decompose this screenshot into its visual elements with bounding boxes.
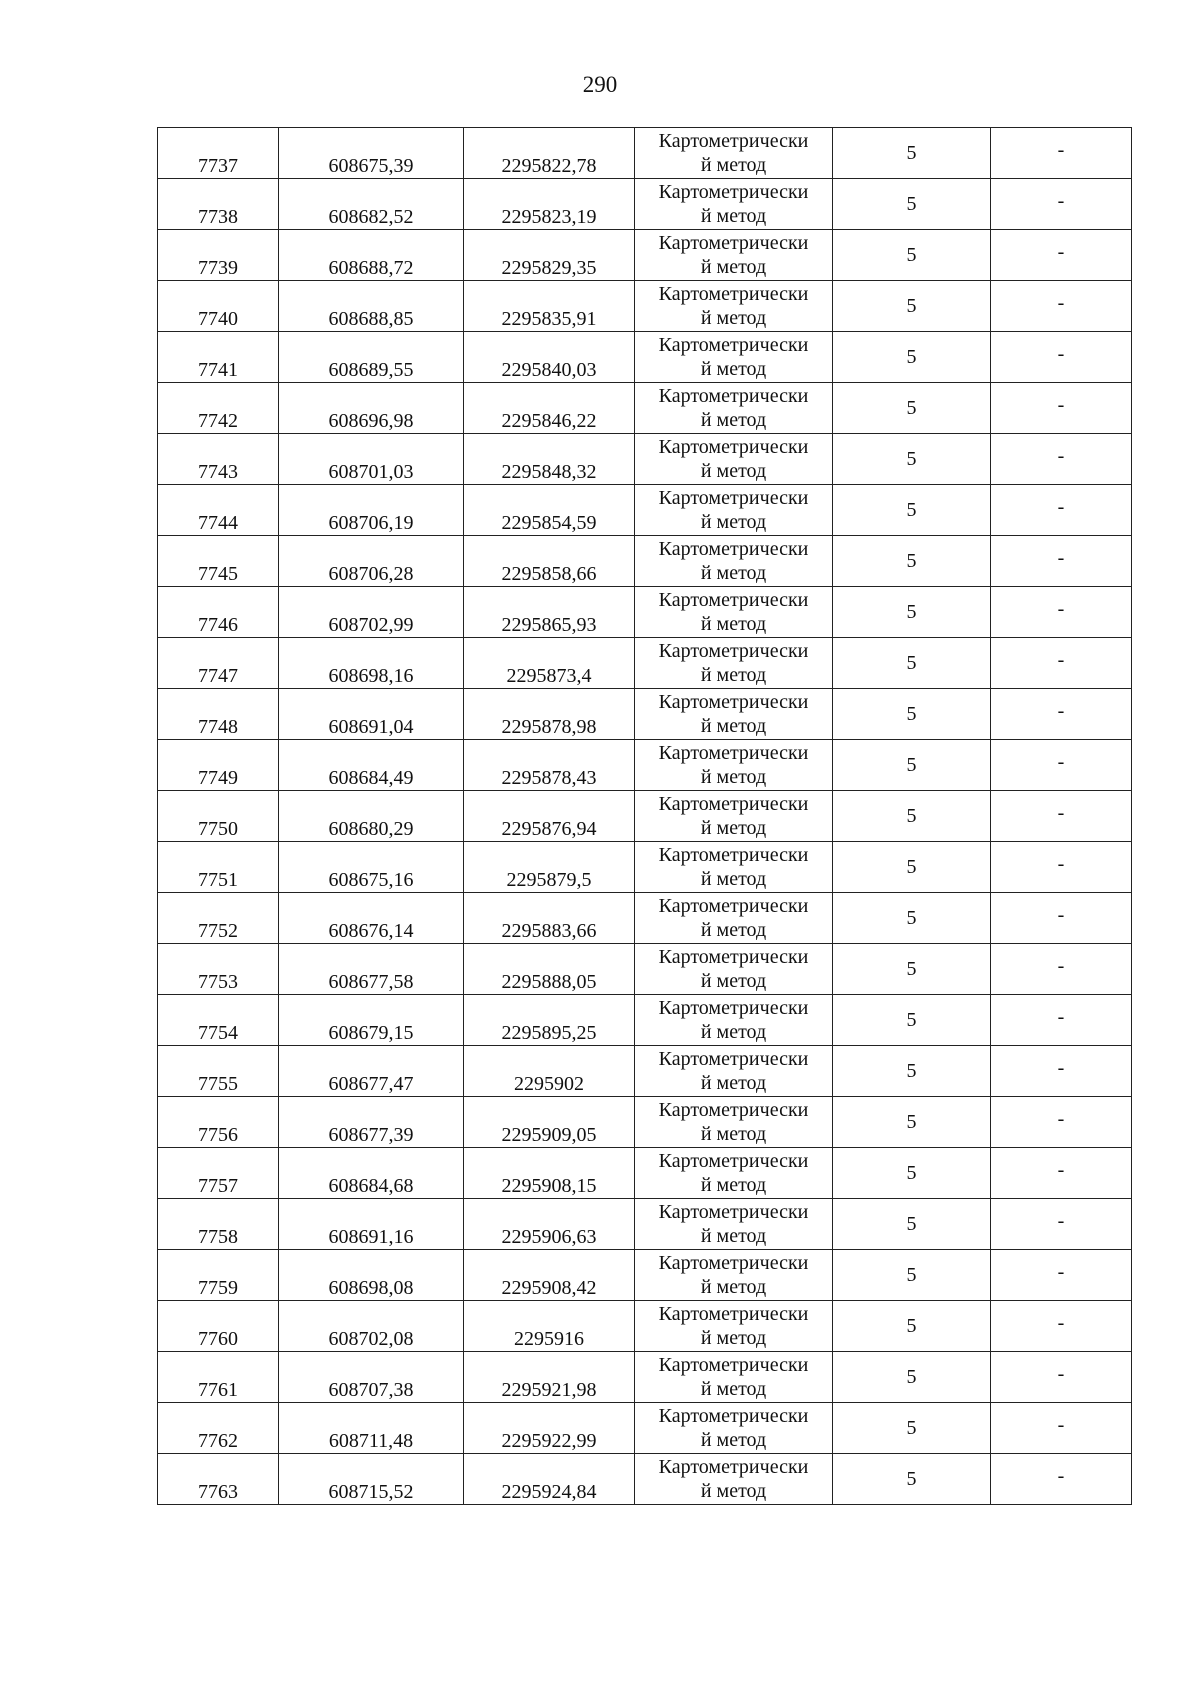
table-row <box>158 1301 1132 1352</box>
x-coordinate-cell: 608707,38 <box>279 1352 464 1403</box>
method-line-2: й метод <box>700 1174 767 1196</box>
note-cell <box>991 638 1132 689</box>
point-number-cell: 7738 <box>158 179 279 230</box>
accuracy-cell: 5 <box>833 230 991 281</box>
y-coordinate-cell: 2295895,25 <box>464 995 635 1046</box>
method-cell <box>635 1148 833 1199</box>
y-coordinate-cell: 2295883,66 <box>464 893 635 944</box>
point-number-cell: 7749 <box>158 740 279 791</box>
accuracy-cell: 5 <box>833 893 991 944</box>
note-text: - <box>1057 496 1065 518</box>
point-number-cell: 7745 <box>158 536 279 587</box>
point-number-cell: 7762 <box>158 1403 279 1454</box>
note-cell <box>991 332 1132 383</box>
x-coordinate-cell: 608677,58 <box>279 944 464 995</box>
note-text: - <box>1057 802 1065 824</box>
table-row <box>158 1148 1132 1199</box>
method-cell <box>635 1097 833 1148</box>
x-coordinate-cell: 608698,08 <box>279 1250 464 1301</box>
note-cell <box>991 1199 1132 1250</box>
accuracy-cell: 5 <box>833 1148 991 1199</box>
note-text: - <box>1057 1108 1065 1130</box>
method-line-1: Картометрически <box>658 589 809 611</box>
point-number-cell: 7744 <box>158 485 279 536</box>
accuracy-cell: 5 <box>833 128 991 179</box>
accuracy-cell: 5 <box>833 587 991 638</box>
x-coordinate-cell: 608715,52 <box>279 1454 464 1505</box>
point-number-cell: 7742 <box>158 383 279 434</box>
method-cell <box>635 1199 833 1250</box>
table-row <box>158 1046 1132 1097</box>
x-coordinate-cell: 608688,85 <box>279 281 464 332</box>
point-number-cell: 7758 <box>158 1199 279 1250</box>
table-body <box>158 128 1132 1505</box>
method-cell <box>635 536 833 587</box>
y-coordinate-cell: 2295909,05 <box>464 1097 635 1148</box>
y-coordinate-cell: 2295823,19 <box>464 179 635 230</box>
method-line-2: й метод <box>700 511 767 533</box>
note-text: - <box>1057 1057 1065 1079</box>
method-cell <box>635 281 833 332</box>
point-number-cell: 7737 <box>158 128 279 179</box>
note-text: - <box>1057 598 1065 620</box>
note-cell <box>991 689 1132 740</box>
method-cell <box>635 587 833 638</box>
note-text: - <box>1057 139 1065 161</box>
method-line-2: й метод <box>700 970 767 992</box>
note-text: - <box>1057 1159 1065 1181</box>
accuracy-cell: 5 <box>833 332 991 383</box>
method-line-2: й метод <box>700 715 767 737</box>
y-coordinate-cell: 2295865,93 <box>464 587 635 638</box>
method-cell <box>635 1046 833 1097</box>
method-line-1: Картометрически <box>658 1456 809 1478</box>
point-number-cell: 7759 <box>158 1250 279 1301</box>
y-coordinate-cell: 2295922,99 <box>464 1403 635 1454</box>
x-coordinate-cell: 608676,14 <box>279 893 464 944</box>
y-coordinate-cell: 2295921,98 <box>464 1352 635 1403</box>
table-row <box>158 740 1132 791</box>
method-line-1: Картометрически <box>658 742 809 764</box>
accuracy-cell: 5 <box>833 1454 991 1505</box>
note-cell <box>991 179 1132 230</box>
note-cell <box>991 230 1132 281</box>
method-line-1: Картометрически <box>658 487 809 509</box>
note-text: - <box>1057 292 1065 314</box>
y-coordinate-cell: 2295822,78 <box>464 128 635 179</box>
method-line-2: й метод <box>700 460 767 482</box>
accuracy-cell: 5 <box>833 740 991 791</box>
note-text: - <box>1057 241 1065 263</box>
table-row <box>158 791 1132 842</box>
accuracy-cell: 5 <box>833 536 991 587</box>
method-cell <box>635 332 833 383</box>
x-coordinate-cell: 608684,68 <box>279 1148 464 1199</box>
accuracy-cell: 5 <box>833 281 991 332</box>
y-coordinate-cell: 2295878,43 <box>464 740 635 791</box>
table-row <box>158 332 1132 383</box>
method-cell <box>635 944 833 995</box>
note-cell <box>991 1148 1132 1199</box>
x-coordinate-cell: 608691,16 <box>279 1199 464 1250</box>
table-row <box>158 842 1132 893</box>
method-line-2: й метод <box>700 1072 767 1094</box>
method-line-1: Картометрически <box>658 640 809 662</box>
x-coordinate-cell: 608684,49 <box>279 740 464 791</box>
x-coordinate-cell: 608701,03 <box>279 434 464 485</box>
point-number-cell: 7756 <box>158 1097 279 1148</box>
y-coordinate-cell: 2295879,5 <box>464 842 635 893</box>
method-cell <box>635 1352 833 1403</box>
note-text: - <box>1057 445 1065 467</box>
x-coordinate-cell: 608677,47 <box>279 1046 464 1097</box>
table-row <box>158 1097 1132 1148</box>
accuracy-cell: 5 <box>833 179 991 230</box>
method-line-1: Картометрически <box>658 1048 809 1070</box>
y-coordinate-cell: 2295908,42 <box>464 1250 635 1301</box>
note-cell <box>991 587 1132 638</box>
y-coordinate-cell: 2295829,35 <box>464 230 635 281</box>
method-line-2: й метод <box>700 1276 767 1298</box>
note-cell <box>991 485 1132 536</box>
y-coordinate-cell: 2295858,66 <box>464 536 635 587</box>
note-cell <box>991 842 1132 893</box>
method-line-1: Картометрически <box>658 385 809 407</box>
y-coordinate-cell: 2295902 <box>464 1046 635 1097</box>
method-line-2: й метод <box>700 766 767 788</box>
method-line-2: й метод <box>700 409 767 431</box>
point-number-cell: 7740 <box>158 281 279 332</box>
note-cell <box>991 1046 1132 1097</box>
method-line-2: й метод <box>700 1480 767 1502</box>
method-line-1: Картометрически <box>658 997 809 1019</box>
x-coordinate-cell: 608679,15 <box>279 995 464 1046</box>
accuracy-cell: 5 <box>833 1046 991 1097</box>
page-number: 290 <box>582 72 618 97</box>
method-line-2: й метод <box>700 1378 767 1400</box>
method-line-2: й метод <box>700 1429 767 1451</box>
method-line-2: й метод <box>700 868 767 890</box>
table-row <box>158 893 1132 944</box>
note-cell <box>991 1403 1132 1454</box>
note-text: - <box>1057 394 1065 416</box>
method-line-2: й метод <box>700 358 767 380</box>
method-line-2: й метод <box>700 1021 767 1043</box>
y-coordinate-cell: 2295908,15 <box>464 1148 635 1199</box>
accuracy-cell: 5 <box>833 791 991 842</box>
point-number-cell: 7754 <box>158 995 279 1046</box>
note-cell <box>991 995 1132 1046</box>
note-cell <box>991 1454 1132 1505</box>
table-row <box>158 638 1132 689</box>
table-row <box>158 1352 1132 1403</box>
table-row <box>158 485 1132 536</box>
x-coordinate-cell: 608689,55 <box>279 332 464 383</box>
note-text: - <box>1057 955 1065 977</box>
x-coordinate-cell: 608680,29 <box>279 791 464 842</box>
x-coordinate-cell: 608706,28 <box>279 536 464 587</box>
table-row <box>158 995 1132 1046</box>
note-cell <box>991 281 1132 332</box>
method-line-1: Картометрически <box>658 538 809 560</box>
note-text: - <box>1057 853 1065 875</box>
table-row <box>158 179 1132 230</box>
table-row <box>158 1199 1132 1250</box>
method-cell <box>635 638 833 689</box>
method-line-2: й метод <box>700 205 767 227</box>
note-cell <box>991 383 1132 434</box>
x-coordinate-cell: 608677,39 <box>279 1097 464 1148</box>
x-coordinate-cell: 608675,39 <box>279 128 464 179</box>
note-cell <box>991 893 1132 944</box>
note-text: - <box>1057 700 1065 722</box>
accuracy-cell: 5 <box>833 638 991 689</box>
method-cell <box>635 791 833 842</box>
table-row <box>158 587 1132 638</box>
y-coordinate-cell: 2295924,84 <box>464 1454 635 1505</box>
method-cell <box>635 179 833 230</box>
table-row <box>158 383 1132 434</box>
note-text: - <box>1057 751 1065 773</box>
x-coordinate-cell: 608688,72 <box>279 230 464 281</box>
note-cell <box>991 128 1132 179</box>
method-line-1: Картометрически <box>658 691 809 713</box>
method-line-2: й метод <box>700 256 767 278</box>
note-cell <box>991 740 1132 791</box>
method-line-2: й метод <box>700 1123 767 1145</box>
accuracy-cell: 5 <box>833 1352 991 1403</box>
y-coordinate-cell: 2295906,63 <box>464 1199 635 1250</box>
y-coordinate-cell: 2295878,98 <box>464 689 635 740</box>
note-text: - <box>1057 1414 1065 1436</box>
method-line-2: й метод <box>700 664 767 686</box>
point-number-cell: 7747 <box>158 638 279 689</box>
note-text: - <box>1057 1465 1065 1487</box>
x-coordinate-cell: 608682,52 <box>279 179 464 230</box>
method-cell <box>635 689 833 740</box>
accuracy-cell: 5 <box>833 1199 991 1250</box>
y-coordinate-cell: 2295916 <box>464 1301 635 1352</box>
accuracy-cell: 5 <box>833 995 991 1046</box>
note-cell <box>991 1097 1132 1148</box>
method-line-1: Картометрически <box>658 130 809 152</box>
note-text: - <box>1057 1006 1065 1028</box>
method-line-2: й метод <box>700 919 767 941</box>
x-coordinate-cell: 608696,98 <box>279 383 464 434</box>
table-row <box>158 944 1132 995</box>
accuracy-cell: 5 <box>833 434 991 485</box>
method-line-2: й метод <box>700 154 767 176</box>
method-line-1: Картометрически <box>658 1252 809 1274</box>
method-cell <box>635 995 833 1046</box>
note-text: - <box>1057 1363 1065 1385</box>
method-line-1: Картометрически <box>658 1150 809 1172</box>
method-cell <box>635 434 833 485</box>
note-cell <box>991 1352 1132 1403</box>
method-line-1: Картометрически <box>658 946 809 968</box>
note-cell <box>991 536 1132 587</box>
method-cell <box>635 1403 833 1454</box>
method-line-1: Картометрически <box>658 1099 809 1121</box>
note-cell <box>991 791 1132 842</box>
y-coordinate-cell: 2295873,4 <box>464 638 635 689</box>
accuracy-cell: 5 <box>833 1403 991 1454</box>
note-text: - <box>1057 190 1065 212</box>
x-coordinate-cell: 608691,04 <box>279 689 464 740</box>
y-coordinate-cell: 2295888,05 <box>464 944 635 995</box>
method-cell <box>635 842 833 893</box>
note-text: - <box>1057 1261 1065 1283</box>
method-cell <box>635 1250 833 1301</box>
method-line-1: Картометрически <box>658 1354 809 1376</box>
method-line-1: Картометрически <box>658 1303 809 1325</box>
method-line-1: Картометрически <box>658 895 809 917</box>
method-line-2: й метод <box>700 1225 767 1247</box>
method-cell <box>635 740 833 791</box>
y-coordinate-cell: 2295846,22 <box>464 383 635 434</box>
point-number-cell: 7752 <box>158 893 279 944</box>
x-coordinate-cell: 608702,08 <box>279 1301 464 1352</box>
method-line-1: Картометрически <box>658 1201 809 1223</box>
method-cell <box>635 128 833 179</box>
point-number-cell: 7763 <box>158 1454 279 1505</box>
note-cell <box>991 944 1132 995</box>
y-coordinate-cell: 2295848,32 <box>464 434 635 485</box>
method-line-2: й метод <box>700 1327 767 1349</box>
method-cell <box>635 893 833 944</box>
table-row <box>158 434 1132 485</box>
point-number-cell: 7753 <box>158 944 279 995</box>
point-number-cell: 7741 <box>158 332 279 383</box>
table-row <box>158 1250 1132 1301</box>
method-line-2: й метод <box>700 307 767 329</box>
method-line-2: й метод <box>700 817 767 839</box>
method-line-1: Картометрически <box>658 334 809 356</box>
method-line-1: Картометрически <box>658 793 809 815</box>
table-row <box>158 281 1132 332</box>
table-row <box>158 1403 1132 1454</box>
method-line-1: Картометрически <box>658 436 809 458</box>
note-text: - <box>1057 1312 1065 1334</box>
table-row <box>158 536 1132 587</box>
y-coordinate-cell: 2295876,94 <box>464 791 635 842</box>
table-row <box>158 230 1132 281</box>
accuracy-cell: 5 <box>833 383 991 434</box>
method-line-1: Картометрически <box>658 283 809 305</box>
point-number-cell: 7755 <box>158 1046 279 1097</box>
point-number-cell: 7750 <box>158 791 279 842</box>
note-text: - <box>1057 547 1065 569</box>
note-cell <box>991 1250 1132 1301</box>
accuracy-cell: 5 <box>833 1250 991 1301</box>
method-cell <box>635 1301 833 1352</box>
method-cell <box>635 1454 833 1505</box>
method-cell <box>635 485 833 536</box>
note-text: - <box>1057 1210 1065 1232</box>
x-coordinate-cell: 608702,99 <box>279 587 464 638</box>
method-line-1: Картометрически <box>658 844 809 866</box>
y-coordinate-cell: 2295854,59 <box>464 485 635 536</box>
point-number-cell: 7760 <box>158 1301 279 1352</box>
x-coordinate-cell: 608711,48 <box>279 1403 464 1454</box>
note-cell <box>991 434 1132 485</box>
y-coordinate-cell: 2295835,91 <box>464 281 635 332</box>
point-number-cell: 7757 <box>158 1148 279 1199</box>
note-text: - <box>1057 343 1065 365</box>
point-number-cell: 7746 <box>158 587 279 638</box>
x-coordinate-cell: 608706,19 <box>279 485 464 536</box>
accuracy-cell: 5 <box>833 1097 991 1148</box>
method-cell <box>635 383 833 434</box>
note-text: - <box>1057 649 1065 671</box>
method-line-1: Картометрически <box>658 181 809 203</box>
point-number-cell: 7743 <box>158 434 279 485</box>
accuracy-cell: 5 <box>833 485 991 536</box>
method-line-2: й метод <box>700 613 767 635</box>
method-line-2: й метод <box>700 562 767 584</box>
table-row <box>158 689 1132 740</box>
x-coordinate-cell: 608698,16 <box>279 638 464 689</box>
method-cell <box>635 230 833 281</box>
note-text: - <box>1057 904 1065 926</box>
table-row <box>158 128 1132 179</box>
accuracy-cell: 5 <box>833 944 991 995</box>
table-row <box>158 1454 1132 1505</box>
method-line-1: Картометрически <box>658 232 809 254</box>
accuracy-cell: 5 <box>833 1301 991 1352</box>
point-number-cell: 7751 <box>158 842 279 893</box>
method-line-1: Картометрически <box>658 1405 809 1427</box>
point-number-cell: 7748 <box>158 689 279 740</box>
accuracy-cell: 5 <box>833 842 991 893</box>
coordinates-table <box>157 127 1132 1505</box>
point-number-cell: 7739 <box>158 230 279 281</box>
note-cell <box>991 1301 1132 1352</box>
point-number-cell: 7761 <box>158 1352 279 1403</box>
x-coordinate-cell: 608675,16 <box>279 842 464 893</box>
accuracy-cell: 5 <box>833 689 991 740</box>
y-coordinate-cell: 2295840,03 <box>464 332 635 383</box>
